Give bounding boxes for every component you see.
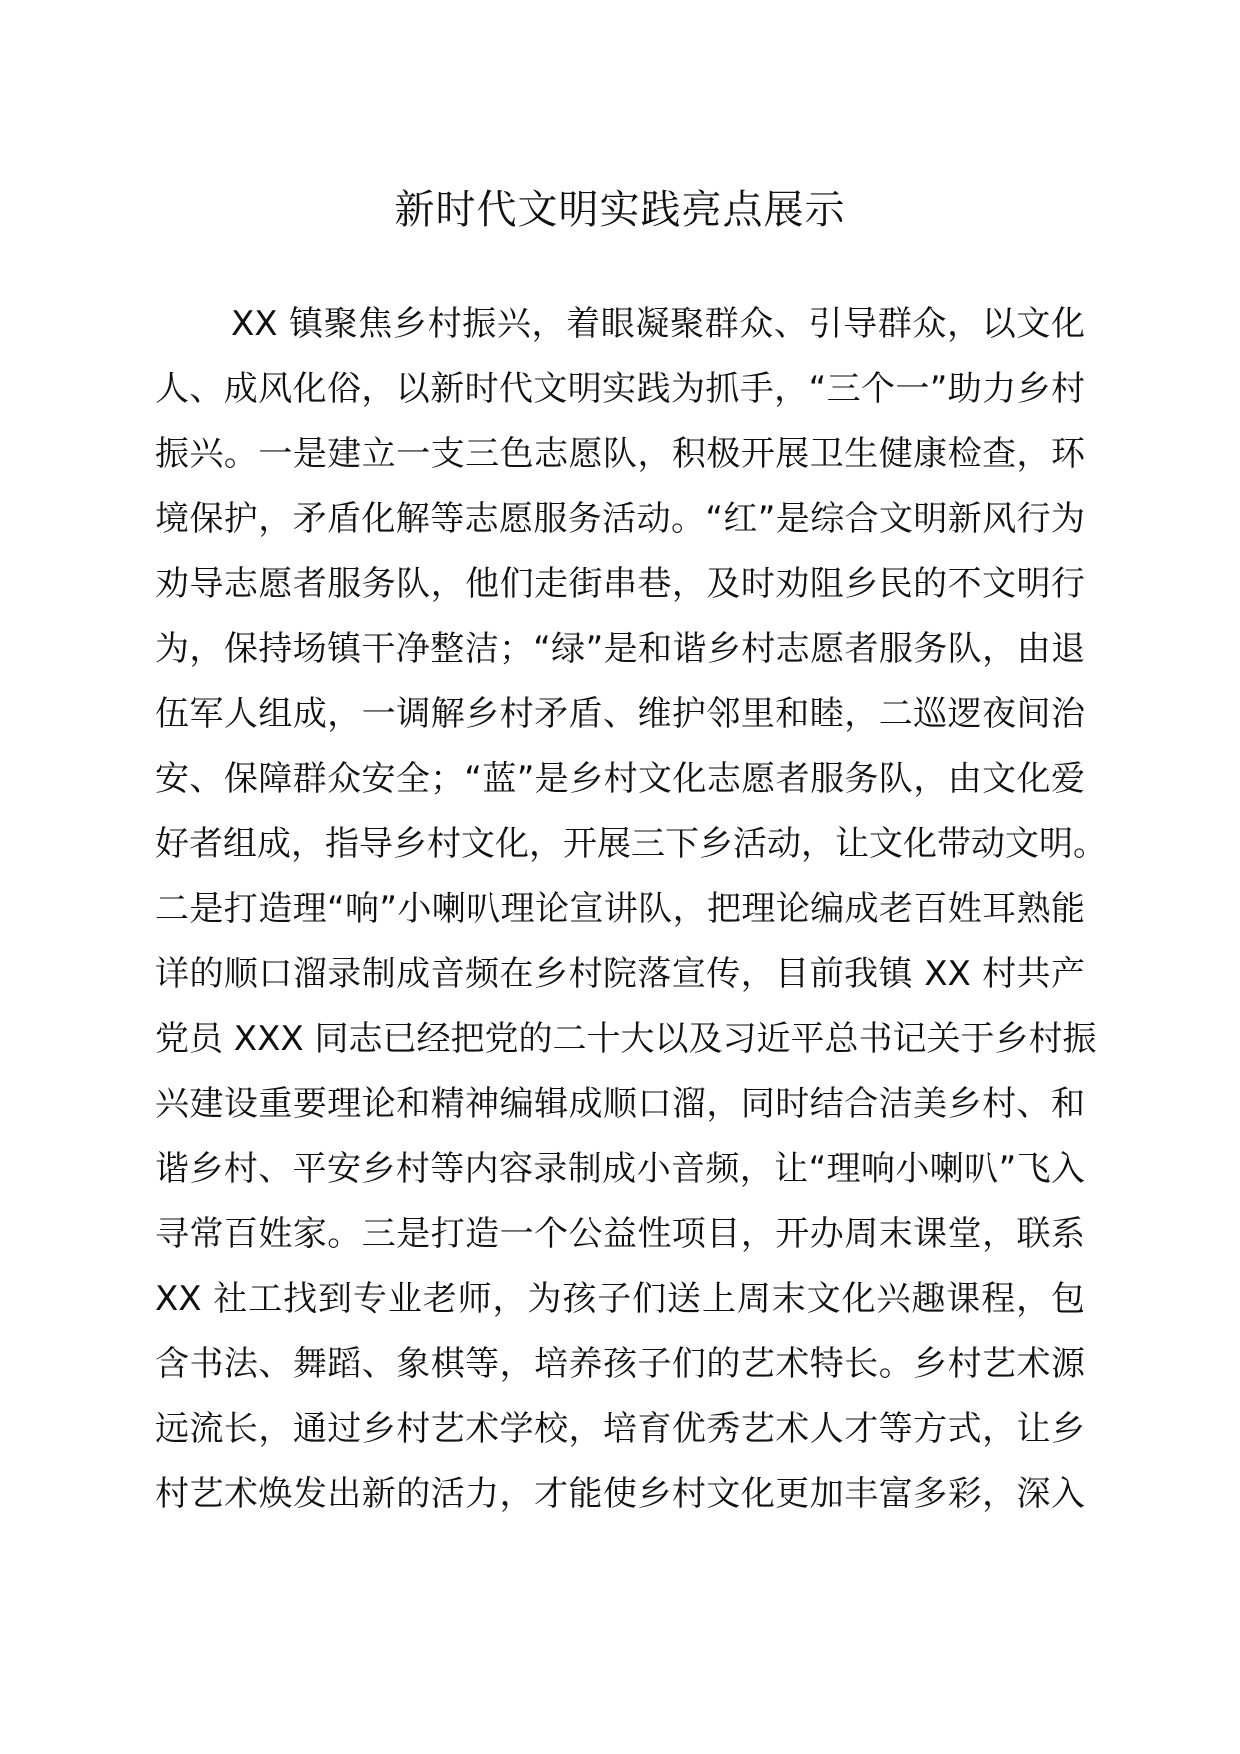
document-title: 新时代文明实践亮点展示 xyxy=(394,187,846,233)
document-body xyxy=(155,292,1107,1527)
text-line: 劝导志愿者服务队，他们走街串巷，及时劝阻乡民的不文明行 xyxy=(155,564,1085,604)
text-line: 远流长，通过乡村艺术学校，培育优秀艺术人才等方式，让乡 xyxy=(155,1409,1085,1449)
text-line: 寻常百姓家。三是打造一个公益性项目，开办周末课堂，联系 xyxy=(155,1214,1085,1254)
text-line: 含书法、舞蹈、象棋等，培养孩子们的艺术特长。乡村艺术源 xyxy=(155,1344,1085,1384)
text-line: 为，保持场镇干净整洁；“绿”是和谐乡村志愿者服务队，由退 xyxy=(155,629,1085,669)
text-line: 好者组成，指导乡村文化，开展三下乡活动，让文化带动文明。 xyxy=(155,824,1107,864)
text-line: 人、成风化俗，以新时代文明实践为抓手，“三个一”助力乡村 xyxy=(155,369,1085,409)
text-line: 伍军人组成，一调解乡村矛盾、维护邻里和睦，二巡逻夜间治 xyxy=(155,694,1085,734)
text-line: 党员 XXX 同志已经把党的二十大以及习近平总书记关于乡村振 xyxy=(155,1019,1097,1059)
text-line: 村艺术焕发出新的活力，才能使乡村文化更加丰富多彩，深入 xyxy=(155,1474,1085,1514)
text-line: XX 镇聚焦乡村振兴，着眼凝聚群众、引导群众，以文化 xyxy=(231,304,1085,344)
text-line: 振兴。一是建立一支三色志愿队，积极开展卫生健康检查，环 xyxy=(155,434,1085,474)
text-line: 详的顺口溜录制成音频在乡村院落宣传，目前我镇 XX 村共产 xyxy=(155,954,1085,994)
text-line: 谐乡村、平安乡村等内容录制成小音频，让“理响小喇叭”飞入 xyxy=(155,1149,1085,1189)
text-line: 二是打造理“响”小喇叭理论宣讲队，把理论编成老百姓耳熟能 xyxy=(155,889,1085,929)
text-line: 境保护，矛盾化解等志愿服务活动。“红”是综合文明新风行为 xyxy=(155,499,1085,539)
text-line: XX 社工找到专业老师，为孩子们送上周末文化兴趣课程，包 xyxy=(155,1279,1085,1319)
text-line: 兴建设重要理论和精神编辑成顺口溜，同时结合洁美乡村、和 xyxy=(155,1084,1085,1124)
text-line: 安、保障群众安全；“蓝”是乡村文化志愿者服务队，由文化爱 xyxy=(155,759,1085,799)
